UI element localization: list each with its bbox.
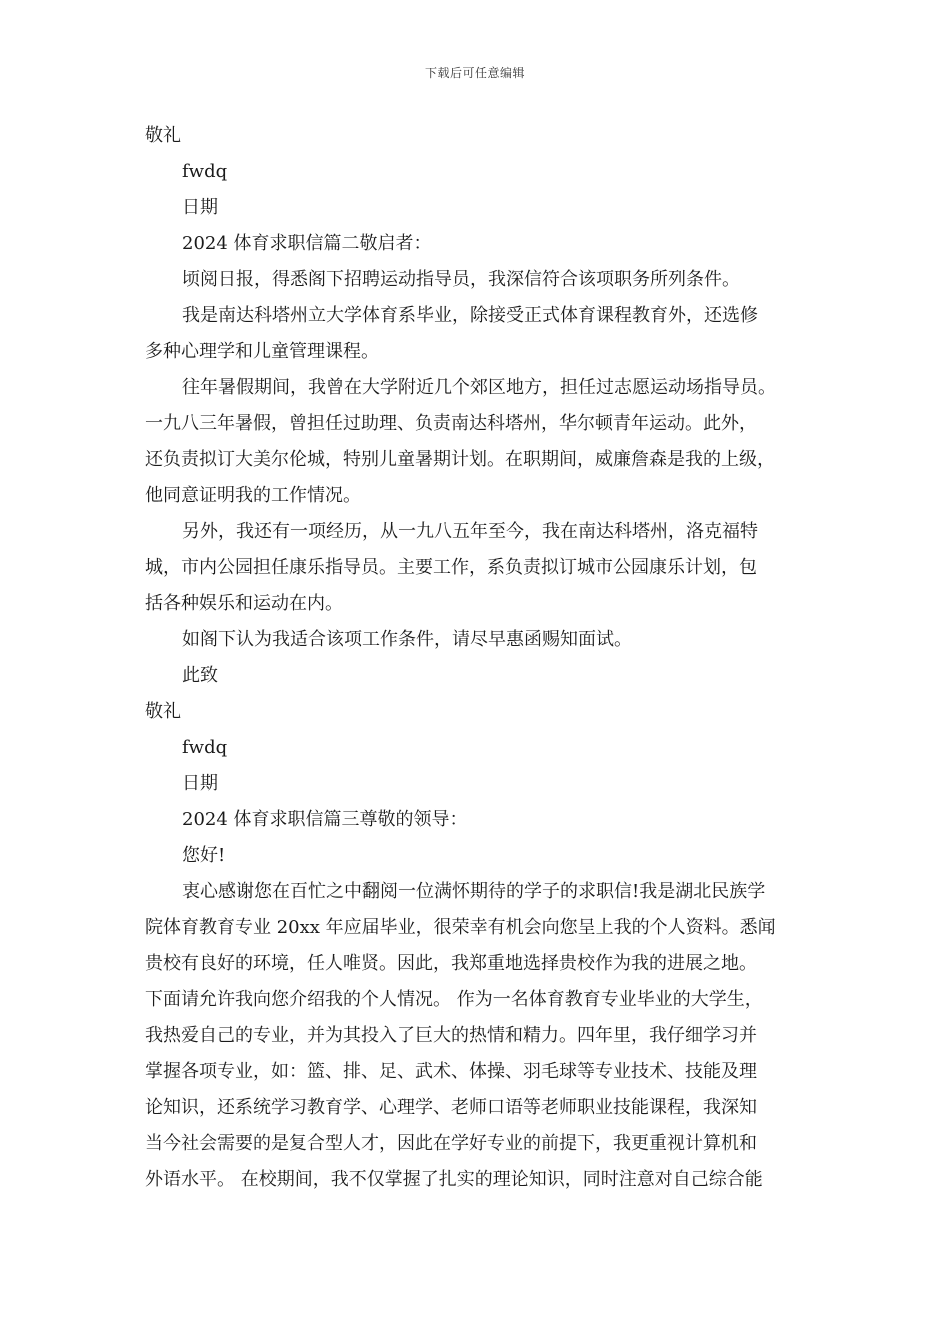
text-line: 顷阅日报，得悉阁下招聘运动指导员，我深信符合该项职务所列条件。: [182, 269, 740, 290]
text-line: 括各种娱乐和运动在内。: [145, 593, 343, 614]
text-line: 我是南达科塔州立大学体育系毕业，除接受正式体育课程教育外，还选修: [182, 305, 758, 326]
text-line: 掌握各项专业，如：篮、排、足、武术、体操、羽毛球等专业技术、技能及理: [145, 1061, 757, 1082]
text-line: 敬礼: [145, 701, 181, 722]
text-line: 当今社会需要的是复合型人才，因此在学好专业的前提下，我更重视计算机和: [145, 1133, 757, 1154]
text-line: 此致: [182, 665, 218, 686]
text-line: 贵校有良好的环境，任人唯贤。因此，我郑重地选择贵校作为我的进展之地。: [145, 953, 757, 974]
text-line: 您好!: [182, 845, 226, 866]
text-line: 日期: [182, 197, 218, 218]
text-line: 论知识，还系统学习教育学、心理学、老师口语等老师职业技能课程，我深知: [145, 1097, 757, 1118]
text-line: 敬礼: [145, 125, 181, 146]
text-line: 如阁下认为我适合该项工作条件，请尽早惠函赐知面试。: [182, 629, 632, 650]
text-line: 日期: [182, 773, 218, 794]
text-line: 他同意证明我的工作情况。: [145, 485, 361, 506]
text-line: 我热爱自己的专业，并为其投入了巨大的热情和精力。四年里，我仔细学习并: [145, 1025, 757, 1046]
text-line: 院体育教育专业 20xx 年应届毕业，很荣幸有机会向您呈上我的个人资料。悉闻: [145, 917, 776, 938]
text-line: 城，市内公园担任康乐指导员。主要工作，系负责拟订城市公园康乐计划，包: [145, 557, 757, 578]
text-line: fwdq: [182, 737, 228, 758]
text-line: 一九八三年暑假，曾担任过助理、负责南达科塔州，华尔顿青年运动。此外，: [145, 413, 757, 434]
text-line: fwdq: [182, 161, 228, 182]
text-line: 2024 体育求职信篇三尊敬的领导：: [182, 809, 468, 830]
document-body: [145, 118, 810, 1198]
text-line: 还负责拟订大美尔伦城，特别儿童暑期计划。在职期间，威廉詹森是我的上级，: [145, 449, 775, 470]
text-line: 2024 体育求职信篇二敬启者：: [182, 233, 432, 254]
text-line: 另外，我还有一项经历，从一九八五年至今，我在南达科塔州，洛克福特: [182, 521, 758, 542]
text-line: 衷心感谢您在百忙之中翻阅一位满怀期待的学子的求职信!我是湖北民族学: [182, 881, 766, 902]
text-line: 往年暑假期间，我曾在大学附近几个郊区地方，担任过志愿运动场指导员。: [182, 377, 776, 398]
text-line: 多种心理学和儿童管理课程。: [145, 341, 379, 362]
page-header: 下载后可任意编辑: [424, 66, 525, 80]
text-line: 下面请允许我向您介绍我的个人情况。 作为一名体育教育专业毕业的大学生，: [145, 989, 763, 1010]
text-line: 外语水平。 在校期间，我不仅掌握了扎实的理论知识，同时注意对自己综合能: [145, 1169, 763, 1190]
